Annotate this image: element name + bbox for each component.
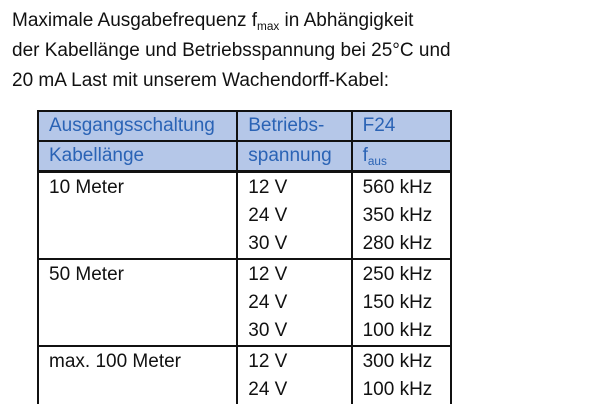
table-row [38, 172, 451, 260]
header-spannung: spannung [237, 141, 351, 172]
length-cell [38, 346, 237, 404]
frequency-value: 100 kHz [362, 320, 433, 341]
intro-line-1-suffix: in Abhängigkeit [279, 10, 414, 31]
table-header [38, 111, 451, 172]
header-faus [352, 141, 451, 172]
frequency-value: 150 kHz [362, 292, 433, 313]
length-value: max. 100 Meter [49, 351, 181, 372]
voltage-cell [237, 172, 351, 260]
frequency-value: 100 kHz [362, 379, 433, 400]
intro-line-1 [12, 6, 592, 36]
length-cell [38, 172, 237, 260]
voltage-value: 24 V [248, 379, 288, 400]
frequency-cell [352, 346, 451, 404]
intro-line-1-prefix: Maximale Ausgabefrequenz f [12, 10, 258, 31]
frequency-cell [352, 259, 451, 346]
frequency-value: 250 kHz [362, 264, 433, 285]
intro-line-2: der Kabellänge und Betriebsspannung bei 25°C und [12, 40, 451, 61]
voltage-value: 12 V [248, 264, 288, 285]
table-row [38, 346, 451, 404]
frequency-value: 300 kHz [362, 351, 433, 372]
frequency-value: 280 kHz [362, 233, 433, 254]
intro-line-3: 20 mA Last mit unserem Wachendorff-Kabel: [12, 70, 390, 91]
header-row-1 [38, 111, 451, 141]
voltage-value: 24 V [248, 292, 288, 313]
table-body [38, 172, 451, 405]
length-value: 10 Meter [49, 177, 124, 198]
table-row [38, 259, 451, 346]
header-f24: F24 [352, 111, 451, 141]
header-ausgangsschaltung: Ausgangsschaltung [38, 111, 237, 141]
header-faus-main: f [362, 145, 368, 166]
frequency-table [37, 110, 452, 404]
header-kabellaenge: Kabellänge [38, 141, 237, 172]
intro-paragraph [12, 6, 592, 96]
voltage-value: 12 V [248, 177, 288, 198]
voltage-cell [237, 259, 351, 346]
voltage-value: 30 V [248, 233, 288, 254]
header-row-2 [38, 141, 451, 172]
header-faus-subscript: aus [367, 155, 387, 169]
intro-fmax-subscript: max [257, 20, 280, 34]
frequency-cell [352, 172, 451, 260]
frequency-value: 560 kHz [362, 177, 433, 198]
voltage-value: 24 V [248, 205, 288, 226]
voltage-cell [237, 346, 351, 404]
length-value: 50 Meter [49, 264, 124, 285]
voltage-value: 30 V [248, 320, 288, 341]
voltage-value: 12 V [248, 351, 288, 372]
length-cell [38, 259, 237, 346]
header-betriebs: Betriebs- [237, 111, 351, 141]
frequency-value: 350 kHz [362, 205, 433, 226]
